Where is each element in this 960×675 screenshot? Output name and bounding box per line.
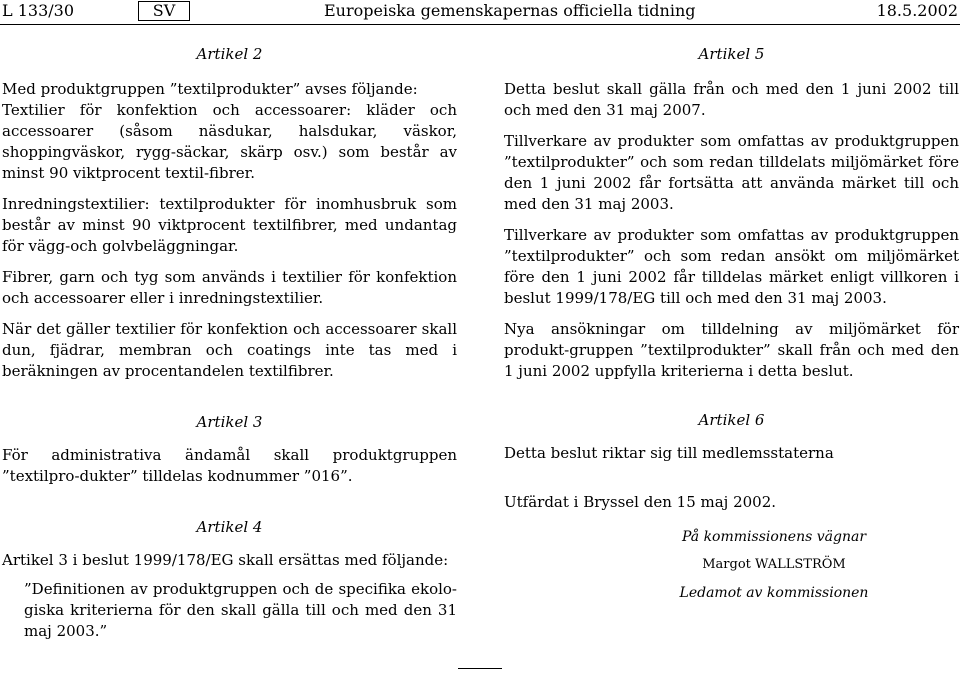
- language-code: SV: [138, 1, 190, 21]
- article-4-heading: Artikel 4: [196, 518, 263, 536]
- article-2-intro: Med produktgruppen ”textilprodukter” avses följande:: [2, 80, 418, 98]
- page-header: [0, 0, 960, 24]
- article-5-existing: Tillverkare av produkter som omfattas av produktgruppen ”textilprodukter” och som redan tilldelats miljömärket före den 1 juni 2002 får fortsätta att använda märket till och med den 31 maj 2003.: [504, 132, 959, 213]
- done-at: Utfärdat i Bryssel den 15 maj 2002.: [504, 493, 777, 511]
- signatory-role: Ledamot av kommissionen: [679, 585, 869, 601]
- article-5-applied: Tillverkare av produkter som omfattas av produktgruppen ”textilprodukter” och som redan ansökt om miljömärket före den 1 juni 2002 får tilldelas märket enligt villkoren i beslut 1999/178/EG till och med den 31 maj 2003.: [504, 226, 959, 307]
- header-rule: [0, 24, 960, 25]
- article-5-heading: Artikel 5: [698, 45, 765, 63]
- article-5-new: Nya ansökningar om tilldelning av miljömärket för produkt-gruppen ”textilprodukter” skall från och med den 1 juni 2002 uppfylla kriterierna i detta beslut.: [504, 320, 959, 380]
- article-2-clothing: Textilier för konfektion och accessoarer: kläder och accessoarer (såsom näsdukar, halsdukar, väskor, shoppingväskor, rygg-säckar, skärp osv.) som består av minst 90 viktprocent textil-fibrer.: [2, 101, 457, 182]
- page-reference: L 133/30: [2, 1, 74, 20]
- article-2-interior: Inredningstextilier: textilprodukter för inomhusbruk som består av minst 90 viktprocent textilfibrer, med undantag för vägg-och golvbeläggningar.: [2, 195, 457, 255]
- signature-for: På kommissionens vägnar: [681, 529, 867, 545]
- signatory-name: Margot WALLSTRÖM: [702, 557, 846, 572]
- article-4-quote: ”Definitionen av produktgruppen och de specifika ekolo-giska kriterierna för den skall gälla till och med den 31 maj 2003.”: [24, 580, 457, 640]
- article-3-heading: Artikel 3: [196, 413, 263, 431]
- article-2-exclusions: När det gäller textilier för konfektion och accessoarer skall dun, fjädrar, membran och coatings inte tas med i beräkningen av procentandelen textilfibrer.: [2, 320, 457, 380]
- publication-date: 18.5.2002: [876, 1, 958, 20]
- right-column: [504, 44, 959, 607]
- left-column: [2, 44, 457, 642]
- footer-rule: [458, 668, 502, 669]
- article-6-text: Detta beslut riktar sig till medlemsstaterna: [504, 444, 834, 462]
- article-4-text: Artikel 3 i beslut 1999/178/EG skall ersättas med följande:: [2, 551, 449, 569]
- article-3-text: För administrativa ändamål skall produktgruppen ”textilpro-dukter” tilldelas kodnummer ”016”.: [2, 446, 457, 485]
- journal-title: Europeiska gemenskapernas officiella tidning: [324, 1, 696, 20]
- article-6-heading: Artikel 6: [698, 411, 765, 429]
- article-2-heading: Artikel 2: [196, 45, 263, 63]
- article-2-fibres: Fibrer, garn och tyg som används i textilier för konfektion och accessoarer eller i inredningstextilier.: [2, 268, 457, 307]
- article-5-validity: Detta beslut skall gälla från och med den 1 juni 2002 till och med den 31 maj 2007.: [504, 80, 959, 119]
- signature-block: [624, 523, 924, 607]
